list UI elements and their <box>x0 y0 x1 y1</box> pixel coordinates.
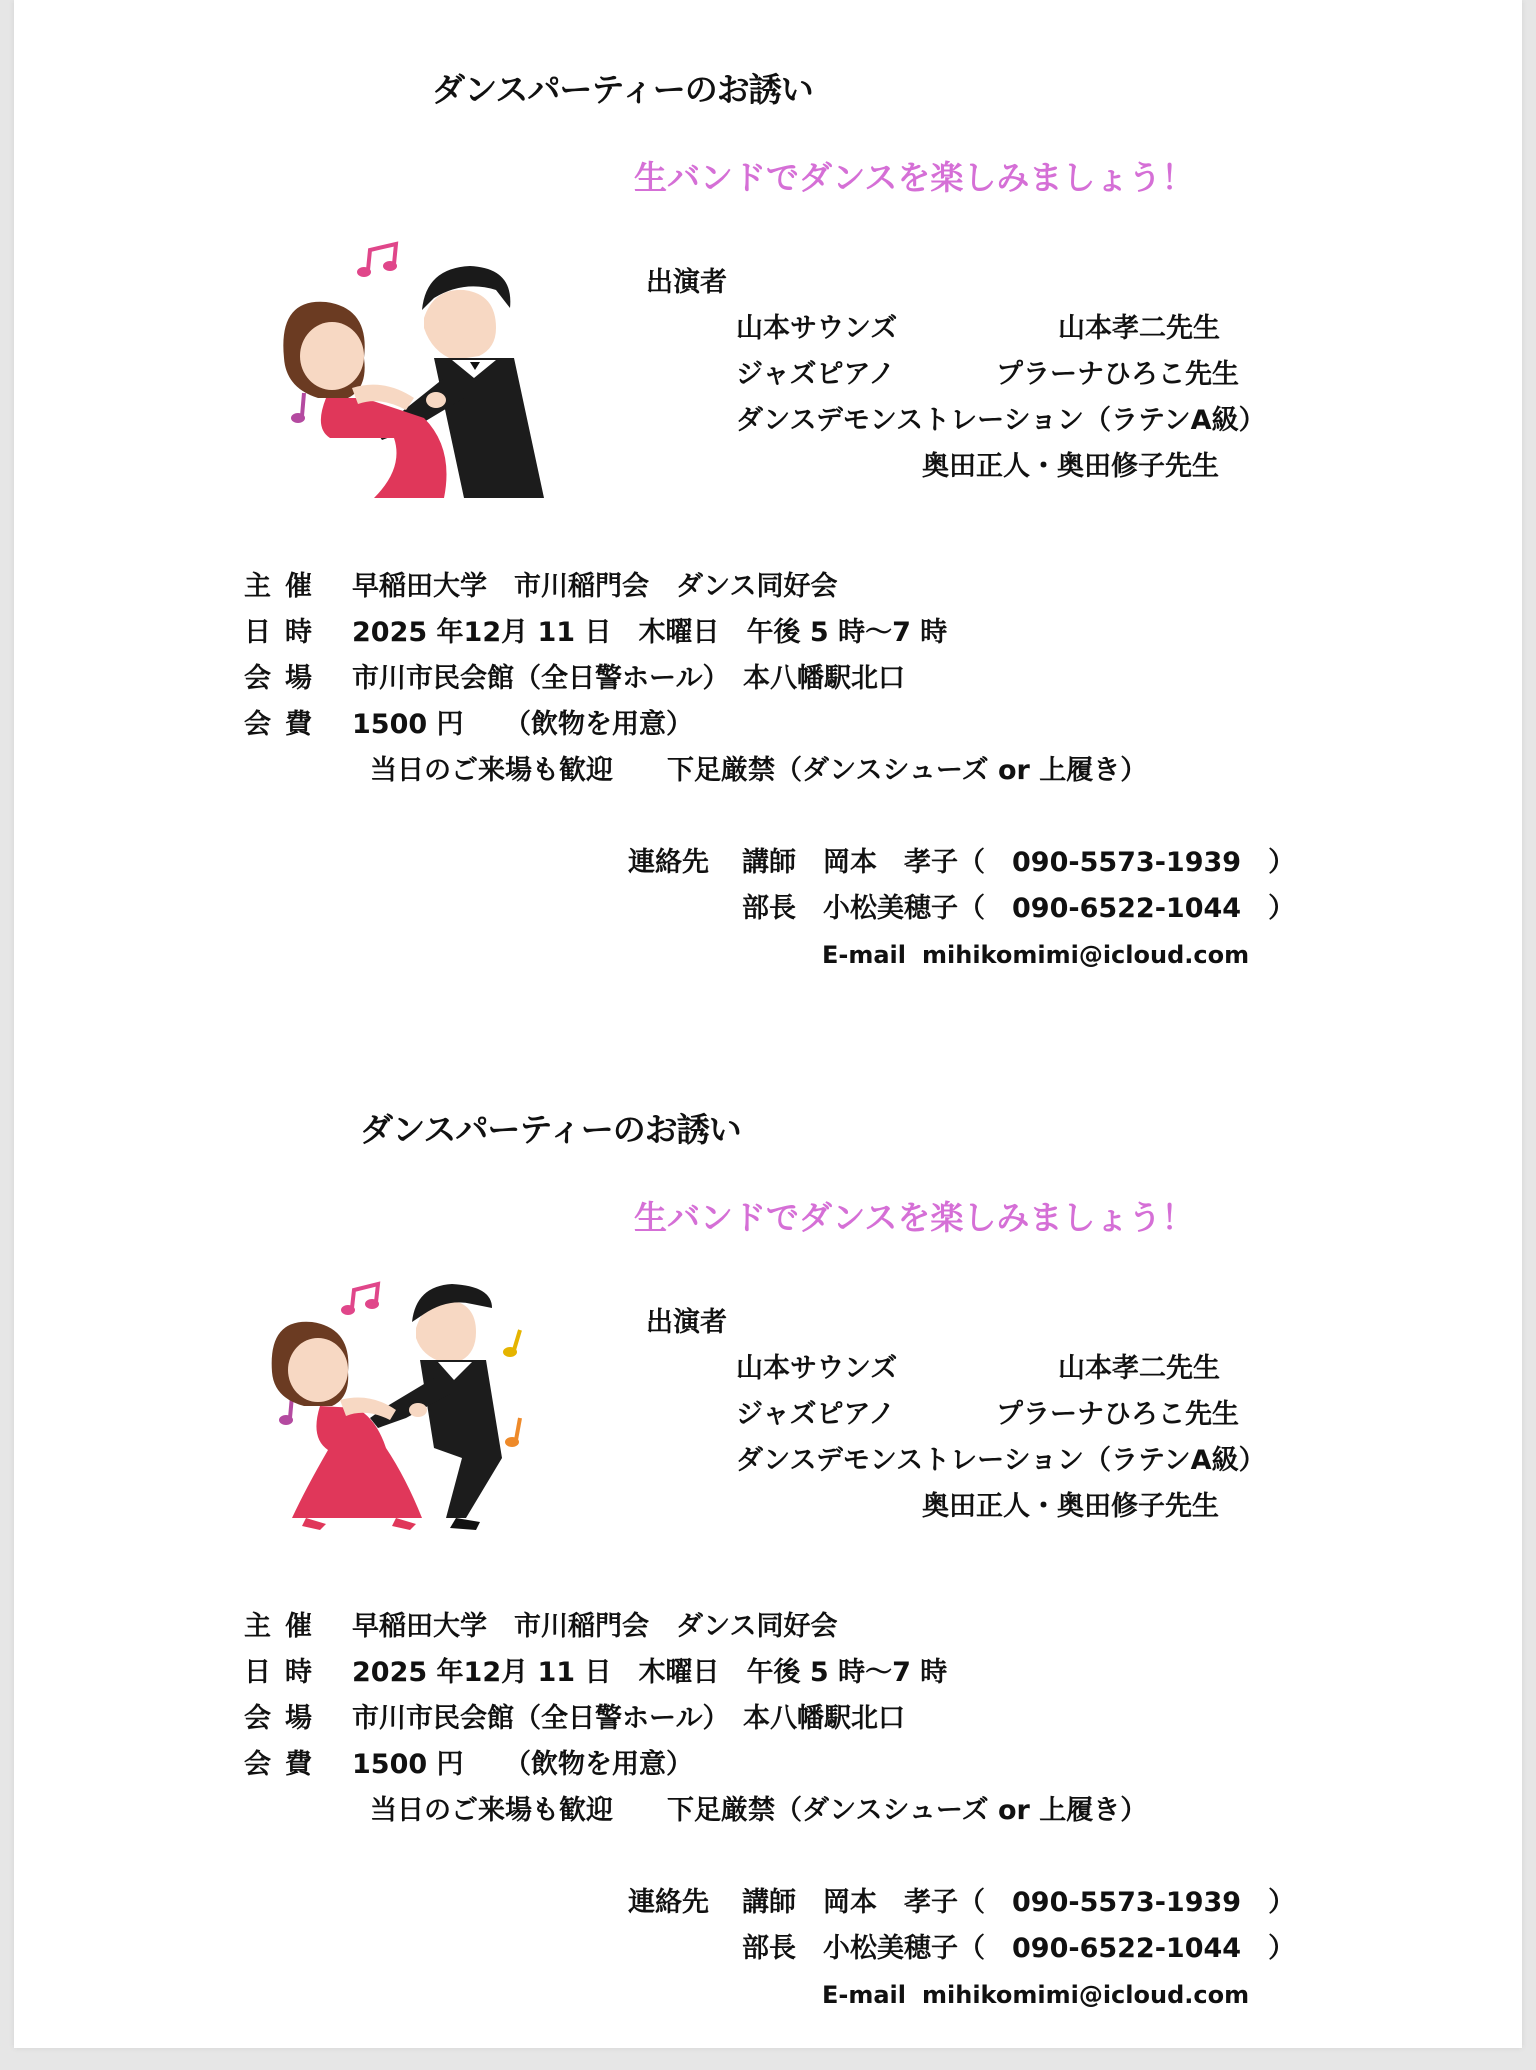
info-label: 会費 <box>244 1749 326 1780</box>
email-label: E-mail <box>822 1981 907 2009</box>
info-label: 会場 <box>244 663 326 694</box>
performers-section <box>14 0 1522 500</box>
info-label: 会費 <box>244 709 326 740</box>
info-label: 日時 <box>244 1657 326 1688</box>
info-value: 2025 年12月 11 日 木曜日 午後 5 時～7 時 <box>352 1657 948 1688</box>
attendance-note: 当日のご来場も歓迎 下足厳禁（ダンスシューズ or 上履き） <box>370 1795 1148 1826</box>
performer-person: プラーナひろこ先生 <box>996 1399 1239 1430</box>
info-value: 市川市民会館（全日警ホール） 本八幡駅北口 <box>352 663 905 694</box>
performer-demo-people: 奥田正人・奥田修子先生 <box>922 451 1219 482</box>
info-value: 2025 年12月 11 日 木曜日 午後 5 時～7 時 <box>352 617 948 648</box>
info-value: 早稲田大学 市川稲門会 ダンス同好会 <box>352 1611 838 1642</box>
contact-leader: 部長 小松美穂子（ 090-6522-1044 ） <box>742 893 1296 924</box>
performer-person: 山本孝二先生 <box>1058 1353 1220 1384</box>
info-label: 日時 <box>244 617 326 648</box>
attendance-note: 当日のご来場も歓迎 下足厳禁（ダンスシューズ or 上履き） <box>370 755 1148 786</box>
info-label: 会場 <box>244 1703 326 1734</box>
info-value: 1500 円 （飲物を用意） <box>352 709 694 740</box>
info-label: 主催 <box>244 571 326 602</box>
performer-name: 山本サウンズ <box>736 313 898 344</box>
performers-section <box>14 1040 1522 1540</box>
document-page <box>14 0 1522 2048</box>
flyer-title: ダンスパーティーのお誘い <box>360 1110 741 1149</box>
info-value: 1500 円 （飲物を用意） <box>352 1749 694 1780</box>
flyer-tagline: 生バンドでダンスを楽しみましょう！ <box>634 158 1195 197</box>
performer-demo-line: ダンスデモンストレーション（ラテンA級） <box>736 405 1266 436</box>
flyer-tagline: 生バンドでダンスを楽しみましょう！ <box>634 1198 1195 1237</box>
flyer <box>14 0 1522 1030</box>
performer-name: ジャズピアノ <box>736 359 896 390</box>
performers-heading: 出演者 <box>646 1307 727 1338</box>
performers-heading: 出演者 <box>646 267 727 298</box>
info-label: 主催 <box>244 1611 326 1642</box>
contact-heading: 連絡先 <box>628 847 709 878</box>
performer-person: 山本孝二先生 <box>1058 313 1220 344</box>
contact-leader: 部長 小松美穂子（ 090-6522-1044 ） <box>742 1933 1296 1964</box>
flyer-title: ダンスパーティーのお誘い <box>432 70 813 109</box>
info-value: 早稲田大学 市川稲門会 ダンス同好会 <box>352 571 838 602</box>
performer-person: プラーナひろこ先生 <box>996 359 1239 390</box>
info-value: 市川市民会館（全日警ホール） 本八幡駅北口 <box>352 1703 905 1734</box>
email-link[interactable]: mihikomimi@icloud.com <box>922 941 1250 969</box>
performer-demo-people: 奥田正人・奥田修子先生 <box>922 1491 1219 1522</box>
performer-name: ジャズピアノ <box>736 1399 896 1430</box>
email-label: E-mail <box>822 941 907 969</box>
flyer <box>14 1040 1522 2070</box>
performer-demo-line: ダンスデモンストレーション（ラテンA級） <box>736 1445 1266 1476</box>
performer-name: 山本サウンズ <box>736 1353 898 1384</box>
email-link[interactable]: mihikomimi@icloud.com <box>922 1981 1250 2009</box>
contact-heading: 連絡先 <box>628 1887 709 1918</box>
contact-instructor: 講師 岡本 孝子（ 090-5573-1939 ） <box>742 847 1296 878</box>
contact-instructor: 講師 岡本 孝子（ 090-5573-1939 ） <box>742 1887 1296 1918</box>
